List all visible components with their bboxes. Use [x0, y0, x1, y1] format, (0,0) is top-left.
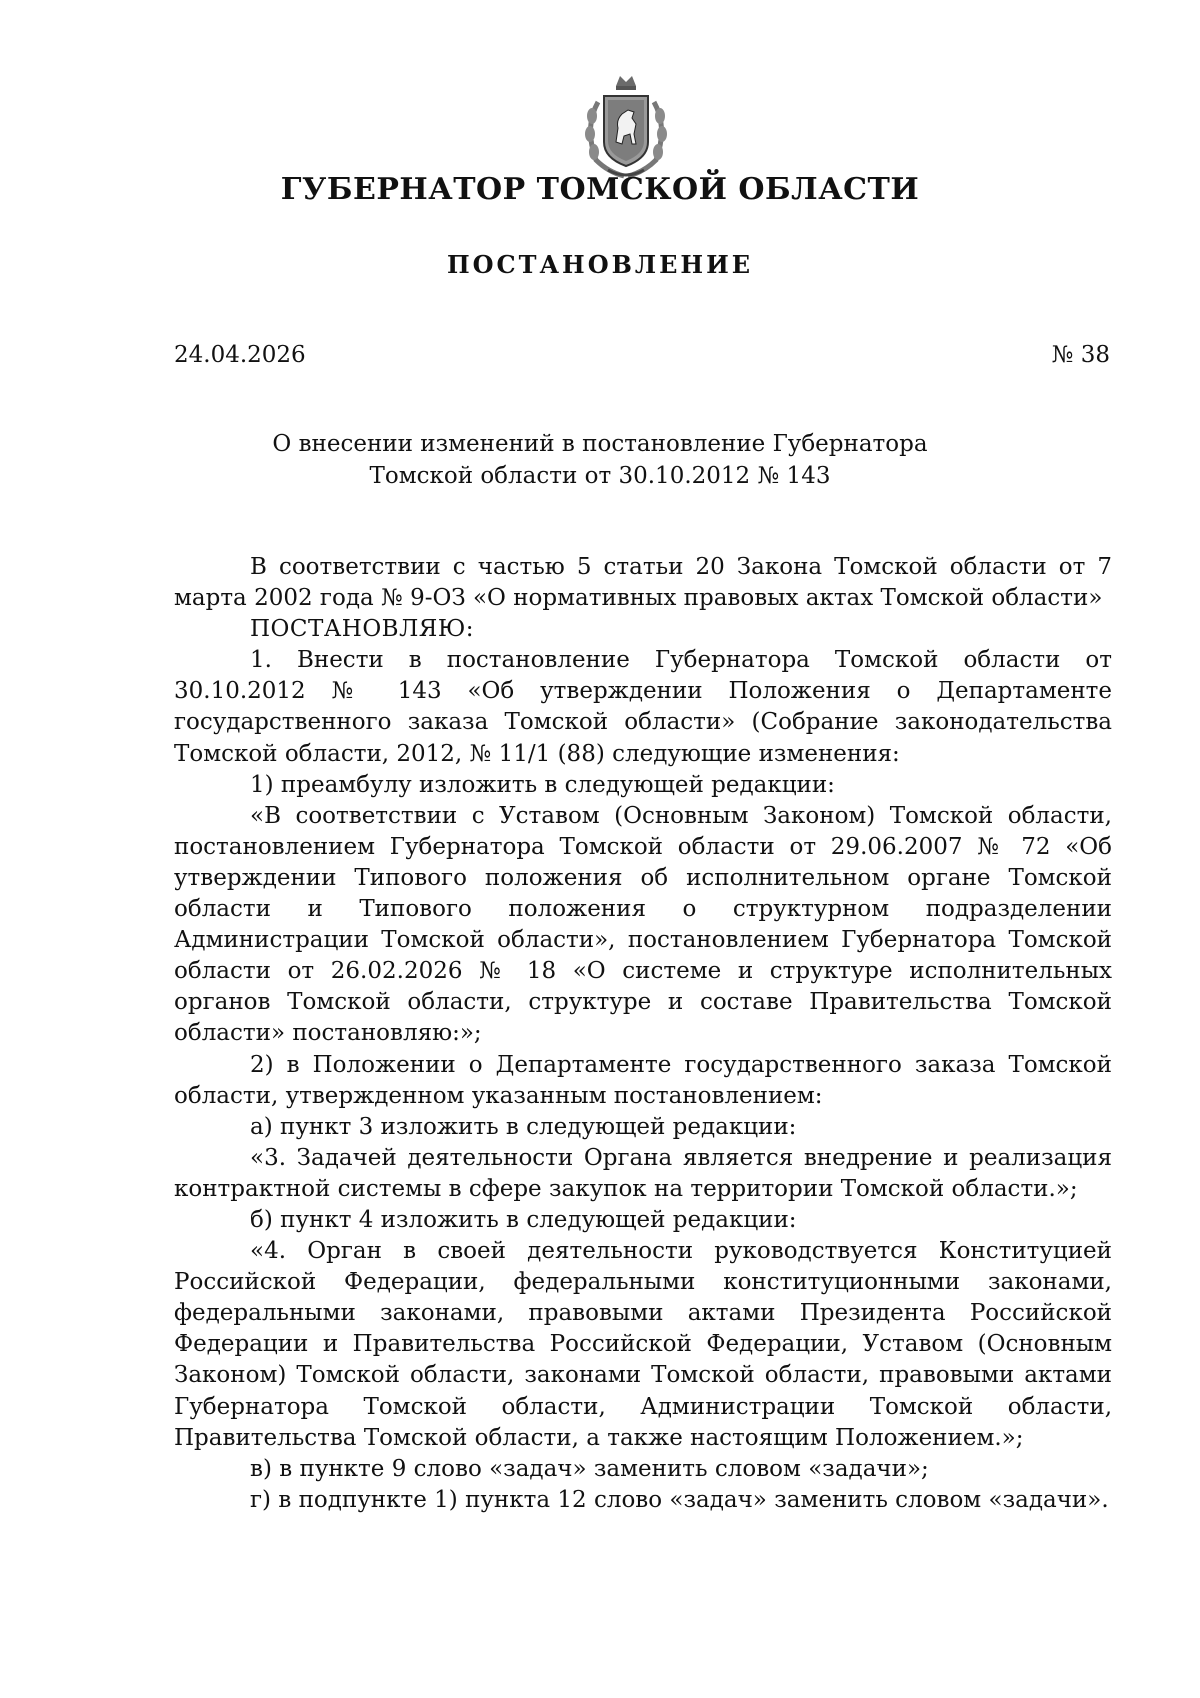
item-paragraph: а) пункт 3 изложить в следующей редакции:	[250, 1113, 797, 1140]
subject-line: Томской области от 30.10.2012 № 143	[369, 463, 831, 489]
org-title: ГУБЕРНАТОР ТОМСКОЙ ОБЛАСТИ	[280, 172, 920, 207]
item-paragraph: 1) преамбулу изложить в следующей редакции:	[250, 771, 835, 798]
subject-line: О внесении изменений в постановление Губернатора	[272, 431, 928, 457]
item-paragraph: б) пункт 4 изложить в следующей редакции:	[250, 1206, 797, 1233]
quoted-paragraph: «3. Задачей деятельности Органа является внедрение и реализация контрактной системы в сфере закупок на территории Томской области.»;	[174, 1144, 1112, 1202]
document-body	[174, 552, 1112, 1516]
document-subject	[0, 428, 1200, 492]
quoted-paragraph: «4. Орган в своей деятельности руководствуется Конституцией Российской Федерации, федеральными конституционными законами, федеральными законами, правовыми актами Президента Российской Федерации и Правительства Российской Федерации, Уставом (Основным Законом) Томской области, законами Томской области, правовыми актами Губернатора Томской области, Администрации Томской области, Правительства Томской области, а также настоящим Положением.»;	[174, 1238, 1112, 1451]
item-paragraph: г) в подпункте 1) пункта 12 слово «задач» заменить словом «задачи».	[250, 1486, 1109, 1513]
item-paragraph: 1. Внести в постановление Губернатора Томской области от 30.10.2012 № 143 «Об утверждении Положения о Департаменте государственного заказа Томской области» (Собрание законодательства Томской области, 2012, № 11/1 (88) следующие изменения:	[174, 647, 1112, 767]
document-type-title: ПОСТАНОВЛЕНИЕ	[446, 250, 754, 279]
document-date: 24.04.2026	[174, 342, 306, 368]
preamble-paragraph: В соответствии с частью 5 статьи 20 Закона Томской области от 7 марта 2002 года № 9-ОЗ «О нормативных правовых актах Томской области»	[174, 554, 1112, 612]
coat-of-arms-emblem-icon	[578, 72, 674, 180]
document-number: № 38	[1051, 342, 1110, 368]
item-paragraph: 2) в Положении о Департаменте государственного заказа Томской области, утвержденном указанным постановлением:	[174, 1051, 1112, 1109]
quoted-paragraph: «В соответствии с Уставом (Основным Законом) Томской области, постановлением Губернатора Томской области от 29.06.2007 № 72 «Об утверждении Типового положения об исполнительном органе Томской области и Типового положения о структурном подразделении Администрации Томской области», постановлением Губернатора Томской области от 26.02.2026 № 18 «О системе и структуре исполнительных органов Томской области, структуре и составе Правительства Томской области» постановляю:»;	[174, 802, 1112, 1047]
decree-word: ПОСТАНОВЛЯЮ:	[250, 616, 475, 643]
item-paragraph: в) в пункте 9 слово «задач» заменить словом «задачи»;	[250, 1455, 929, 1482]
